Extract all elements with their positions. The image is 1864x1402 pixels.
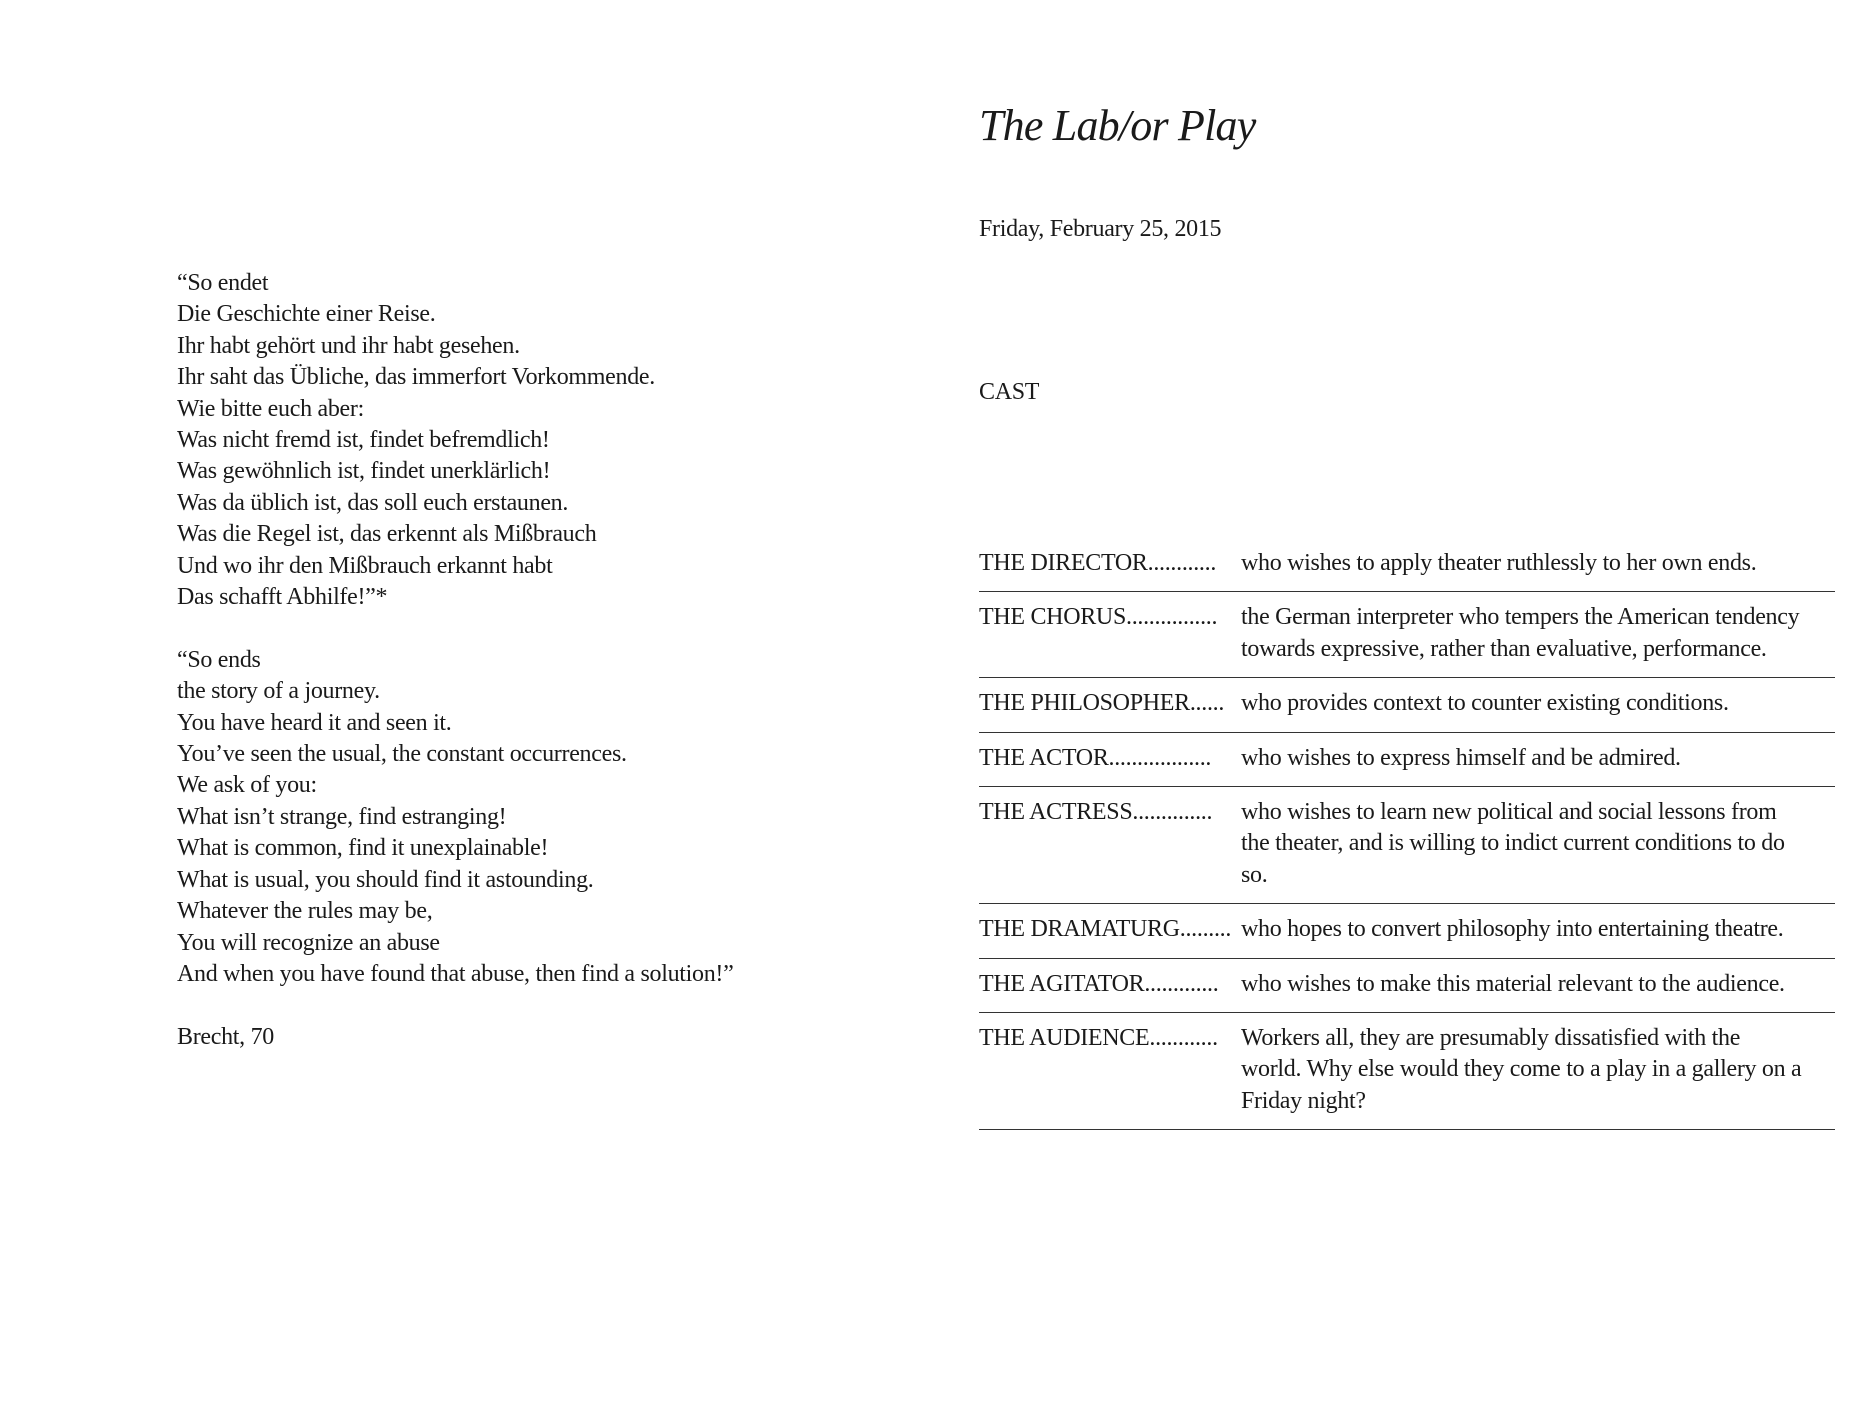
- german-line: Ihr habt gehört und ihr habt gesehen.: [177, 332, 520, 359]
- cast-role: THE ACTOR..................: [979, 744, 1212, 771]
- cast-row-actress: [979, 787, 1835, 904]
- cast-row-actor: [979, 733, 1835, 787]
- english-line: What isn’t strange, find estranging!: [177, 803, 507, 830]
- cast-heading: CAST: [979, 379, 1040, 405]
- citation: Brecht, 70: [177, 1023, 274, 1050]
- german-line: Ihr saht das Übliche, das immerfort Vorkommende.: [177, 364, 655, 391]
- cast-role: THE DRAMATURG.........: [979, 916, 1232, 943]
- cast-description: who wishes to make this material relevant to the audience.: [1241, 970, 1785, 997]
- brecht-quote: [177, 268, 877, 1053]
- cast-description: Workers all, they are presumably dissatisfied with the world. Why else would they come to a play in a gallery on a Friday night?: [1241, 1025, 1802, 1114]
- cast-role: THE PHILOSOPHER......: [979, 690, 1225, 717]
- english-line: What is common, find it unexplainable!: [177, 835, 549, 862]
- english-line: What is usual, you should find it astounding.: [177, 866, 594, 893]
- german-line: “So endet: [177, 270, 269, 296]
- cast-description: who hopes to convert philosophy into entertaining theatre.: [1241, 916, 1784, 943]
- german-line: Die Geschichte einer Reise.: [177, 301, 436, 328]
- play-title: The Lab/or Play: [979, 101, 1256, 150]
- english-stanza: [177, 645, 877, 990]
- cast-row-dramaturg: [979, 904, 1835, 958]
- stanza-spacer: [177, 613, 877, 644]
- cast-row-chorus: [979, 592, 1835, 678]
- english-line: the story of a journey.: [177, 678, 380, 705]
- english-line: You will recognize an abuse: [177, 929, 440, 956]
- cast-row-audience: [979, 1013, 1835, 1130]
- english-line: And when you have found that abuse, then find a solution!”: [177, 960, 734, 987]
- cast-role: THE ACTRESS..............: [979, 799, 1213, 826]
- cast-role: THE CHORUS................: [979, 604, 1218, 631]
- cast-role: THE AUDIENCE............: [979, 1025, 1218, 1052]
- cast-list: [979, 540, 1835, 1130]
- german-line: Was nicht fremd ist, findet befremdlich!: [177, 427, 550, 454]
- english-line: “So ends: [177, 646, 261, 673]
- cast-description: who wishes to learn new political and social lessons from the theater, and is willing to indict current conditions to do so.: [1241, 799, 1785, 888]
- cast-description: who wishes to express himself and be admired.: [1241, 744, 1681, 771]
- cast-description: who provides context to counter existing conditions.: [1241, 690, 1729, 717]
- english-line: You have heard it and seen it.: [177, 709, 452, 736]
- cast-row-agitator: [979, 959, 1835, 1013]
- cast-row-director: [979, 540, 1835, 592]
- german-line: Und wo ihr den Mißbrauch erkannt habt: [177, 552, 553, 579]
- cast-role: THE AGITATOR.............: [979, 970, 1219, 997]
- german-line: Wie bitte euch aber:: [177, 395, 364, 422]
- cast-description: who wishes to apply theater ruthlessly to her own ends.: [1241, 550, 1757, 576]
- english-line: Whatever the rules may be,: [177, 898, 433, 925]
- german-line: Das schafft Abhilfe!”*: [177, 584, 388, 611]
- english-line: We ask of you:: [177, 772, 317, 799]
- cast-role: THE DIRECTOR............: [979, 550, 1217, 576]
- performance-date: Friday, February 25, 2015: [979, 216, 1222, 242]
- german-stanza: [177, 268, 877, 613]
- right-page: [932, 0, 1864, 1402]
- german-line: Was da üblich ist, das soll euch erstaunen.: [177, 489, 569, 516]
- german-line: Was die Regel ist, das erkennt als Mißbrauch: [177, 521, 597, 548]
- english-line: You’ve seen the usual, the constant occurrences.: [177, 741, 627, 768]
- german-line: Was gewöhnlich ist, findet unerklärlich!: [177, 458, 551, 485]
- cast-row-philosopher: [979, 678, 1835, 732]
- cast-description: the German interpreter who tempers the American tendency towards expressive, rather than evaluative, performance.: [1241, 604, 1800, 662]
